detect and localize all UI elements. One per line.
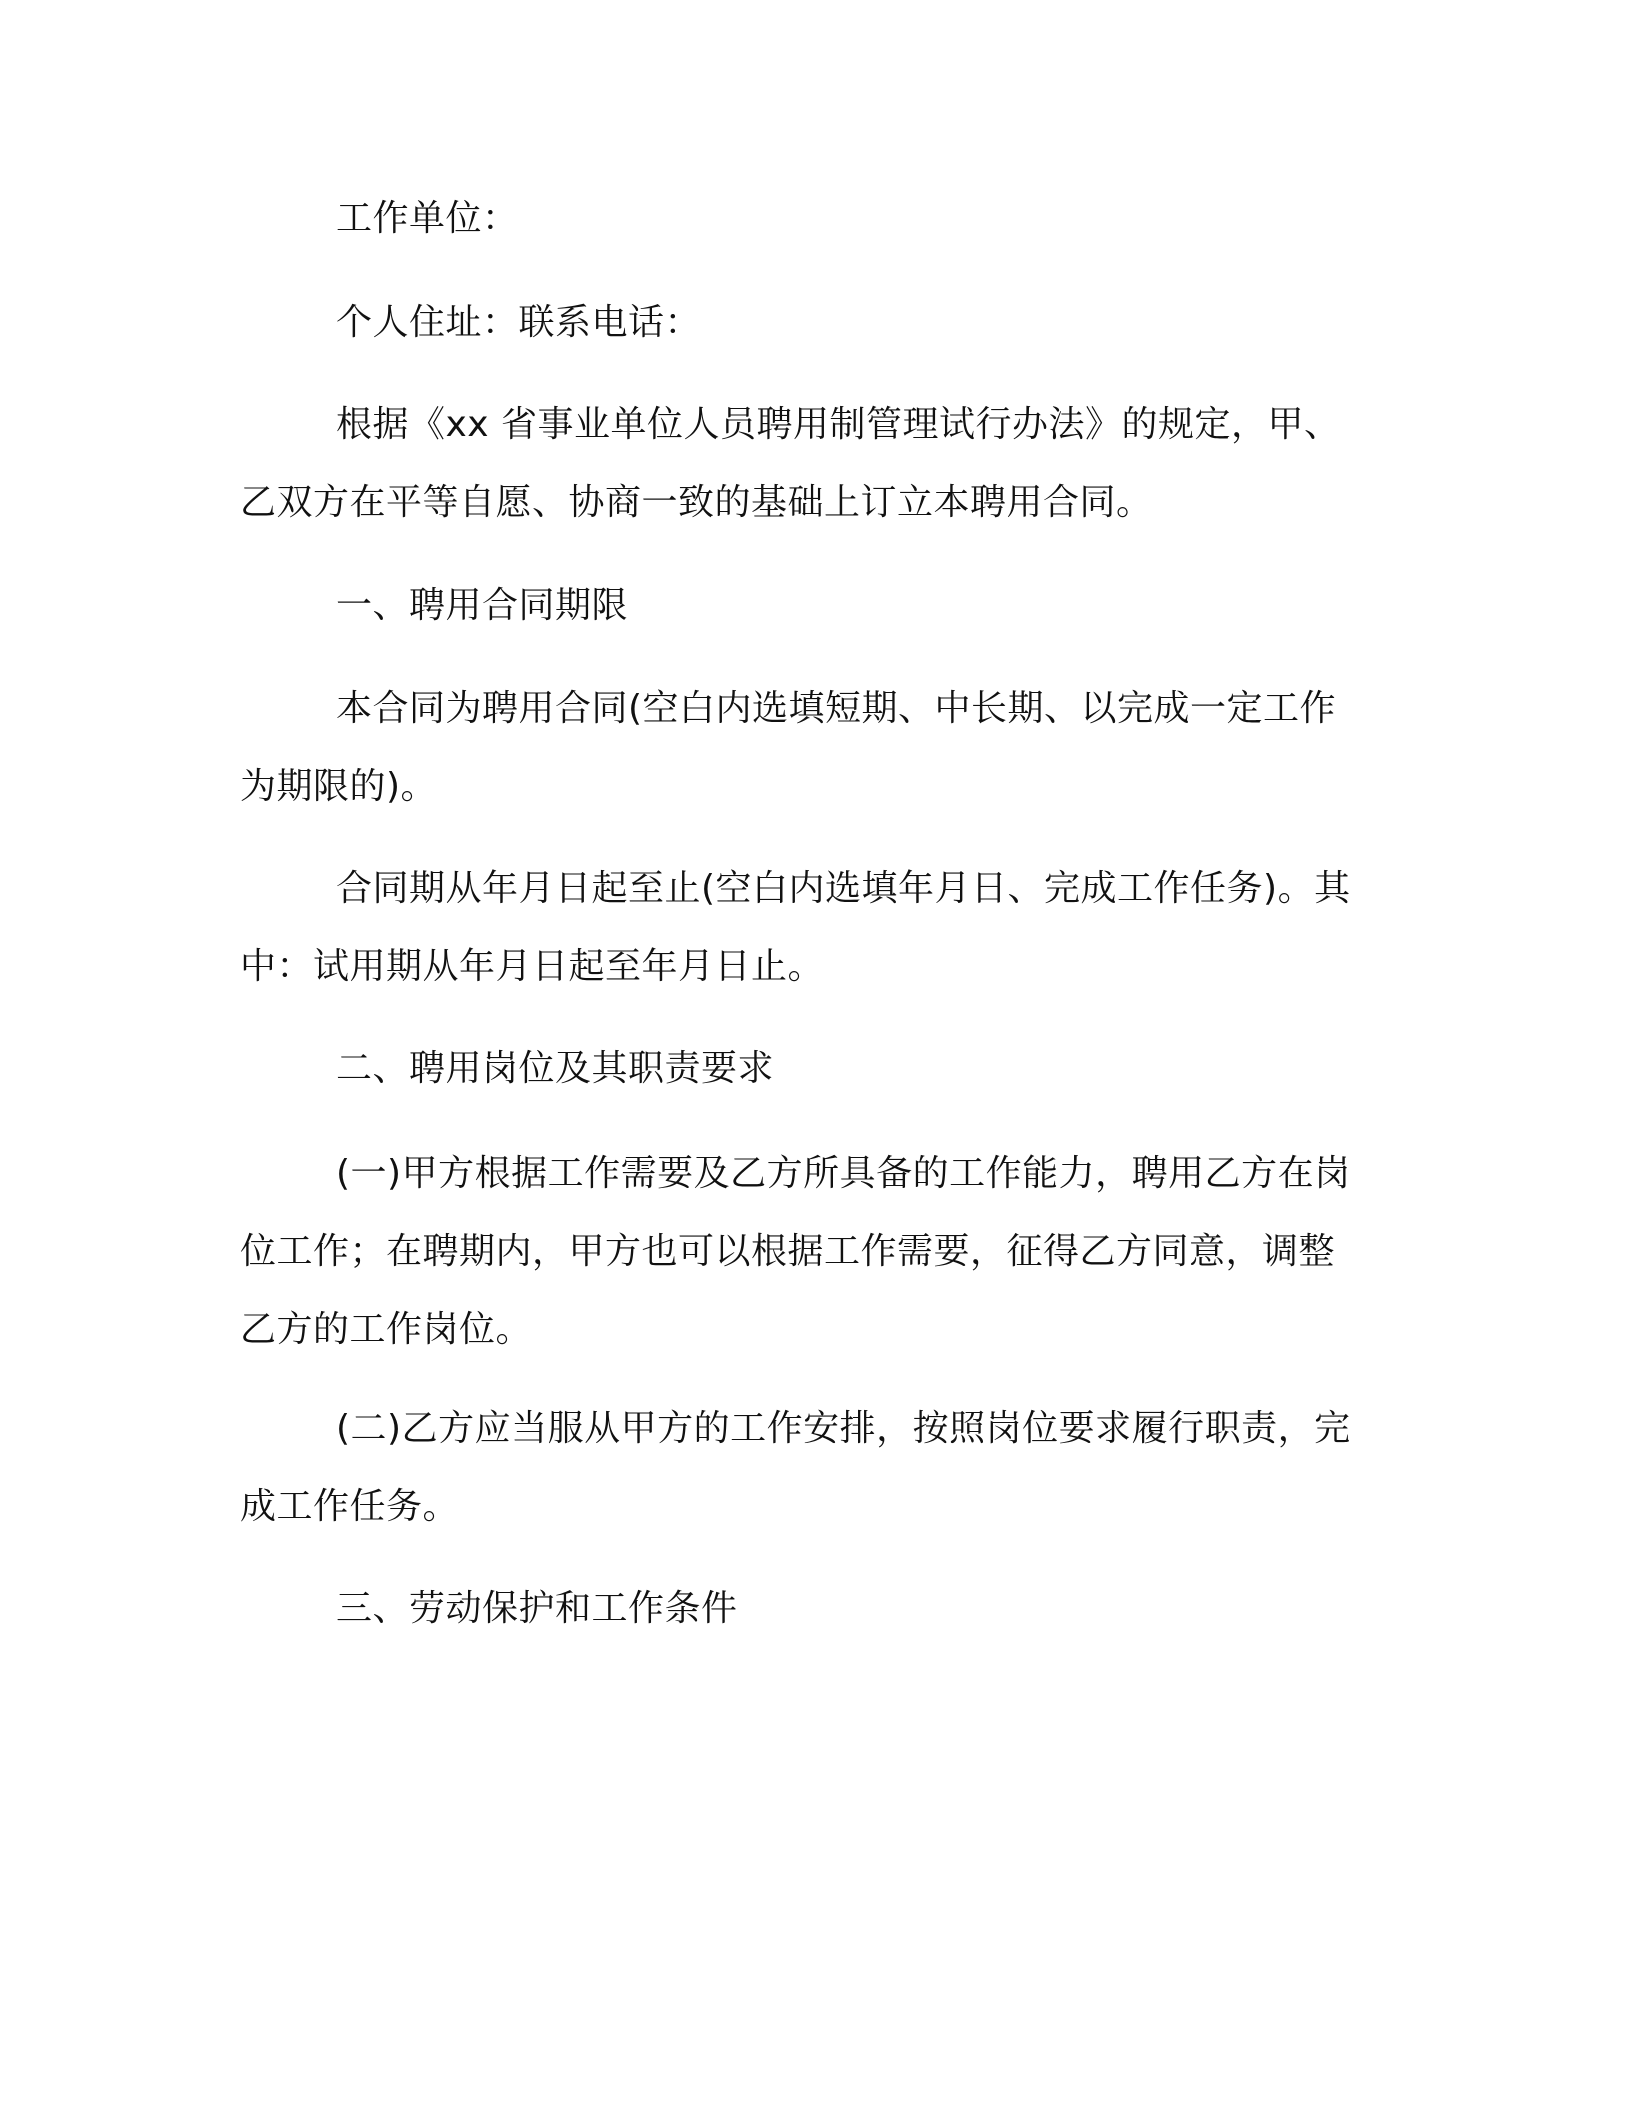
section-heading-3: 三、劳动保护和工作条件 — [336, 1588, 738, 1629]
intro-paragraph: 根据《xx 省事业单位人员聘用制管理试行办法》的规定，甲、乙双方在平等自愿、协商一致的基础上订立本聘用合同。 — [240, 404, 1341, 523]
position-clause-2: (二)乙方应当服从甲方的工作安排，按照岗位要求履行职责，完成工作任务。 — [240, 1408, 1351, 1527]
field-address-phone: 个人住址：联系电话： — [336, 302, 702, 343]
position-clause-1: (一)甲方根据工作需要及乙方所具备的工作能力，聘用乙方在岗位工作；在聘期内，甲方也可以根据工作需要，征得乙方同意，调整乙方的工作岗位。 — [240, 1153, 1351, 1350]
field-work-unit: 工作单位： — [336, 198, 519, 239]
contract-type-paragraph: 本合同为聘用合同(空白内选填短期、中长期、以完成一定工作为期限的)。 — [240, 688, 1337, 807]
section-heading-2: 二、聘用岗位及其职责要求 — [336, 1048, 775, 1089]
contract-period-paragraph: 合同期从年月日起至止(空白内选填年月日、完成工作任务)。其中：试用期从年月日起至年月日止。 — [240, 868, 1351, 987]
section-heading-1: 一、聘用合同期限 — [336, 585, 629, 626]
